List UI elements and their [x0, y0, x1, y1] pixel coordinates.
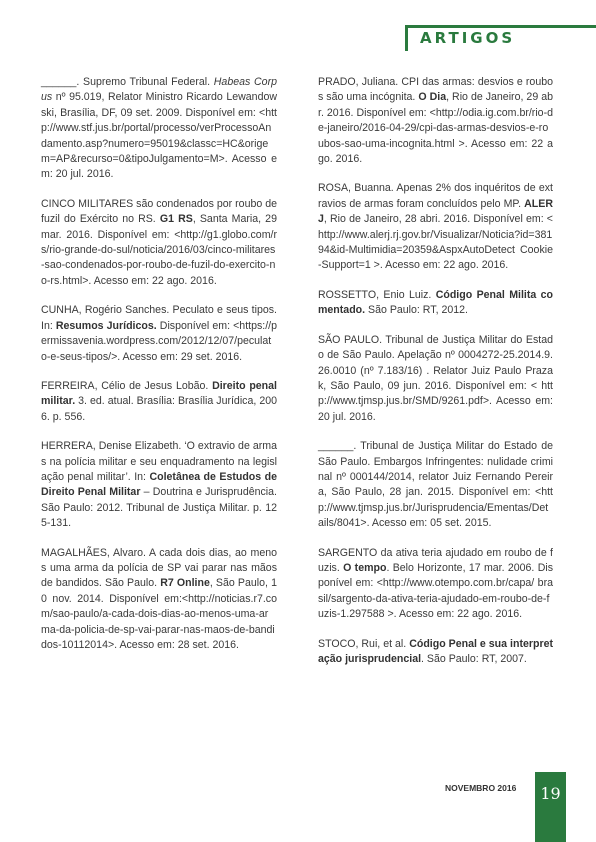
reference-text: ______. Supremo Tribunal Federal.	[41, 76, 214, 88]
reference-text: , Rio de Janeiro, 28 abri. 2016. Disponível em: < http://www.alerj.rj.gov.br/Visualizar/Noticia?id=38194&id-Multimidia=20359&AspxAutoDetect Cookie-Support=1 >. Acesso em: 22 ago. 2016.	[318, 213, 553, 272]
reference-title: Coletânea de Estudos de Direito Penal Militar	[41, 470, 277, 499]
reference-entry	[318, 546, 553, 623]
reference-title: R7 Online	[160, 577, 210, 590]
reference-entry	[41, 546, 277, 654]
reference-text: Disponível em: <https://permissavenia.wordpress.com/2012/12/07/peculato-e-seus-tipos/>. Acesso em: 29 set. 2016.	[41, 319, 277, 363]
reference-entry	[41, 75, 277, 183]
reference-text: , Rio de Janeiro, 29 abr. 2016. Disponível em: <http://odia.ig.com.br/rio-de-janeiro/2016-04-29/cpi-das-armas-desvios-e-roubos-sao-uma-incognita.html >. Acesso em: 22 ago. 2016.	[318, 91, 553, 166]
reference-text: HERRERA, Denise Elizabeth. ‘O extravio de armas na polícia militar e seu enquadramento na legislação penal militar’. In:	[41, 440, 277, 483]
page-number-tab	[535, 772, 566, 842]
reference-text: São Paulo: RT, 2012.	[365, 304, 468, 317]
reference-title: ALERJ	[318, 197, 553, 226]
reference-entry	[318, 181, 553, 273]
reference-text: . Belo Horizonte, 17 mar. 2006. Disponível em: <http://www.otempo.com.br/capa/ brasil/sargento-da-ativa-teria-ajudado-em-roubo-de-fuzis-1.297588 >. Acesso em: 22 ago. 2016.	[318, 561, 553, 621]
reference-text: – Doutrina e Jurisprudência. São Paulo: 2012. Tribunal de Justiça Militar. p. 125-131.	[41, 486, 277, 530]
reference-title: Código Penal Milita comentado.	[318, 288, 554, 317]
reference-text: CINCO MILITARES são condenados por roubo de fuzil do Exército no RS.	[41, 197, 277, 226]
reference-text: SARGENTO da ativa teria ajudado em roubo de fuzis.	[318, 546, 553, 574]
page-number: 19	[540, 784, 561, 803]
reference-text: . São Paulo: RT, 2007.	[421, 653, 527, 665]
reference-text: ROSA, Buanna. Apenas 2% dos inquéritos de extravios de armas foram concluídos pelo MP.	[318, 182, 553, 210]
reference-entry	[318, 288, 553, 319]
reference-text: , Santa Maria, 29 mar. 2016. Disponível em: <http://g1.globo.com/rs/rio-grande-do-sul/noticia/2016/03/cinco-militares-sao-condenados-por-roubo-de-fuzil-do-exercito-no-rs.html>. Acesso em: 22 ago. 2016.	[41, 213, 277, 287]
reference-title: O Dia	[418, 91, 447, 104]
reference-text: ______. Tribunal de Justiça Militar do Estado de São Paulo. Embargos Infringentes: nulidade criminal nº 000144/2014, relator Juiz Fernando Pereira, São Paulo, 28 jan. 2015. Disponível em: <http://www.tjmsp.jus.br/Jurisprudencia/Ementas/Details/8041>. Acesso em: 05 set. 2015.	[318, 440, 553, 530]
reference-title: O tempo	[343, 561, 387, 574]
reference-text: STOCO, Rui, et al.	[318, 637, 410, 650]
reference-entry	[41, 303, 277, 365]
reference-text: FERREIRA, Célio de Jesus Lobão.	[41, 379, 213, 392]
reference-italic: Habeas Corpus	[41, 76, 277, 104]
reference-text: nº 95.019, Relator Ministro Ricardo Lewandowski, Brasília, DF, 09 set. 2009. Disponível em: <http://www.stf.jus.br/portal/processo/verProcessoAndamento.asp?numero=95019&classc=HC&origem=AP&recurso=0&tipoJulgamento=M>. Acesso em: 20 jul. 2016.	[41, 91, 277, 181]
reference-title: Direito penal militar.	[41, 379, 277, 408]
reference-entry	[41, 439, 277, 531]
section-title: ARTIGOS	[420, 29, 516, 47]
reference-title: G1 RS	[159, 213, 193, 226]
references-left-column	[41, 75, 277, 667]
reference-entry	[318, 637, 553, 668]
references-right-column	[318, 75, 553, 681]
reference-text: PRADO, Juliana. CPI das armas: desvios e roubos são uma incógnita.	[318, 76, 553, 104]
reference-entry	[41, 379, 277, 425]
reference-text: 3. ed. atual. Brasília: Brasília Jurídica, 2006. p. 556.	[41, 395, 277, 423]
reference-entry	[41, 197, 277, 289]
reference-entry	[318, 333, 553, 425]
reference-title: Código Penal e sua interpretação jurisprudencial	[318, 637, 553, 665]
issue-date: NOVEMBRO 2016	[445, 783, 517, 793]
reference-title: Resumos Jurídicos.	[55, 319, 157, 332]
reference-text: , São Paulo, 10 nov. 2014. Disponível em:<http://noticias.r7.com/sao-paulo/a-cada-dois-dias-ao-menos-uma-arma-da-policia-de-sp-vai-parar-nas-maos-de-bandidos-10112014>. Acesso em: 28 set. 2016.	[41, 577, 277, 651]
reference-text: SÃO PAULO. Tribunal de Justiça Militar do Estado de São Paulo. Apelação nº 0004272-25.2014.9.26.0010 (nº 7.183/16) . Relator Juiz Paulo Prazak, São Paulo, 09 jun. 2016. Disponível em: < http://www.tjmsp.jus.br/SMD/9261.pdf>. Acesso em: 20 jul. 2016.	[318, 333, 553, 423]
reference-entry	[318, 439, 553, 531]
reference-text: ROSSETTO, Enio Luiz.	[318, 288, 436, 301]
reference-text: CUNHA, Rogério Sanches. Peculato e seus tipos. In:	[41, 304, 277, 332]
reference-text: MAGALHÃES, Alvaro. A cada dois dias, ao menos uma arma da polícia de SP vai parar nas mãos de bandidos. São Paulo.	[41, 546, 277, 590]
reference-entry	[318, 75, 553, 167]
